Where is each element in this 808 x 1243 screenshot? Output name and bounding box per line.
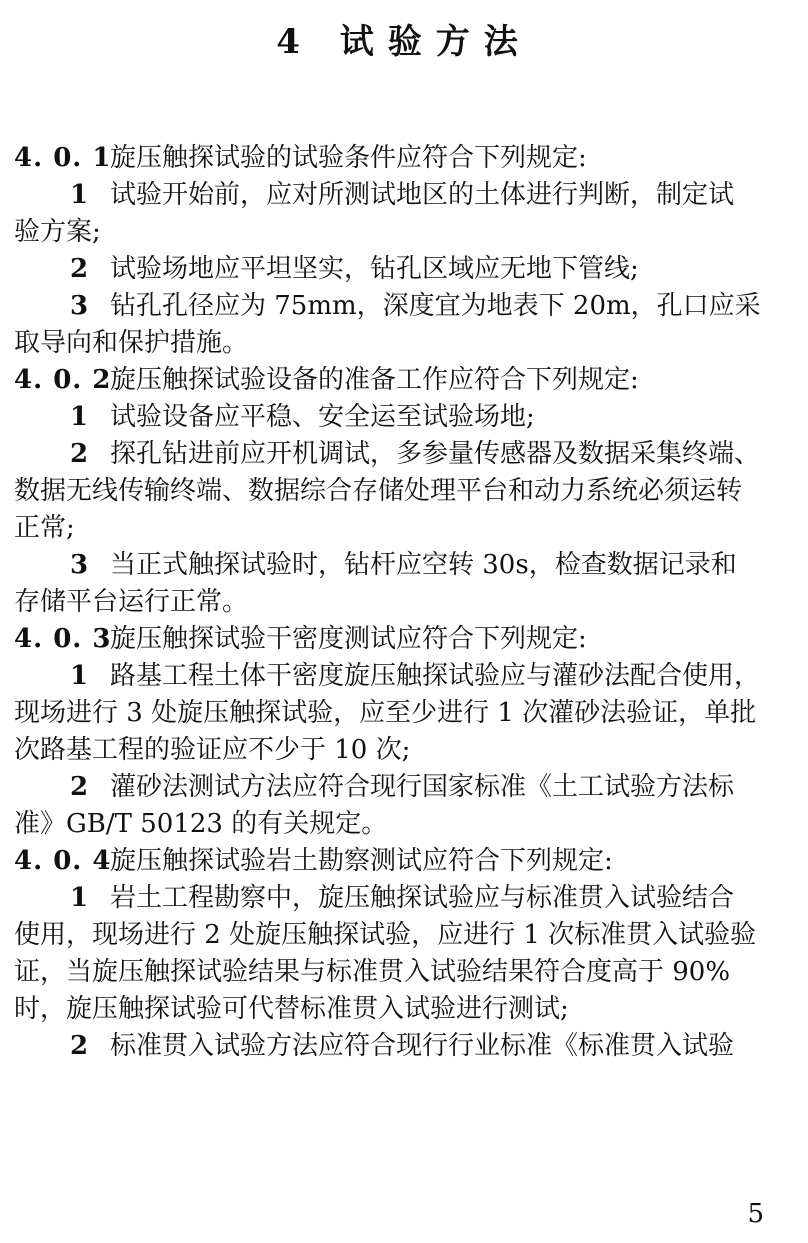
item-line bbox=[14, 399, 794, 435]
line-text: 存储平台运行正常。 bbox=[14, 587, 249, 617]
document-body bbox=[14, 140, 794, 1064]
clause-number: 4. 0. 1 bbox=[14, 143, 112, 173]
clause-line bbox=[14, 621, 794, 657]
item-line bbox=[14, 436, 794, 472]
line-text: 次路基工程的验证应不少于 10 次; bbox=[14, 735, 411, 765]
line-text: 当正式触探试验时，钻杆应空转 30s，检查数据记录和 bbox=[110, 550, 737, 580]
item-number: 2 bbox=[70, 772, 89, 802]
continuation-line bbox=[14, 732, 794, 768]
continuation-line bbox=[14, 806, 794, 842]
item-number: 3 bbox=[70, 550, 89, 580]
clause-number: 4. 0. 3 bbox=[14, 624, 112, 654]
continuation-line bbox=[14, 917, 794, 953]
line-text: 旋压触探试验干密度测试应符合下列规定: bbox=[110, 624, 587, 654]
item-line bbox=[14, 1028, 794, 1064]
line-text: 探孔钻进前应开机调试，多参量传感器及数据采集终端、 bbox=[110, 439, 761, 469]
item-number: 1 bbox=[70, 402, 89, 432]
line-text: 路基工程土体干密度旋压触探试验应与灌砂法配合使用， bbox=[110, 661, 761, 691]
line-text: 时，旋压触探试验可代替标准贯入试验进行测试; bbox=[14, 994, 569, 1024]
clause-line bbox=[14, 362, 794, 398]
line-text: 旋压触探试验的试验条件应符合下列规定: bbox=[110, 143, 587, 173]
chapter-title: 4 试验方法 bbox=[276, 22, 532, 62]
clause-number: 4. 0. 4 bbox=[14, 846, 112, 876]
continuation-line bbox=[14, 584, 794, 620]
item-line bbox=[14, 547, 794, 583]
clause-line bbox=[14, 140, 794, 176]
item-number: 2 bbox=[70, 439, 89, 469]
line-text: 证，当旋压触探试验结果与标准贯入试验结果符合度高于 90% bbox=[14, 957, 731, 987]
clause-line bbox=[14, 843, 794, 879]
continuation-line bbox=[14, 473, 794, 509]
line-text: 试验开始前，应对所测试地区的土体进行判断，制定试 bbox=[110, 180, 735, 210]
continuation-line bbox=[14, 695, 794, 731]
line-text: 灌砂法测试方法应符合现行国家标准《土工试验方法标 bbox=[110, 772, 735, 802]
item-number: 1 bbox=[70, 883, 89, 913]
continuation-line bbox=[14, 954, 794, 990]
item-number: 1 bbox=[70, 661, 89, 691]
item-number: 2 bbox=[70, 1031, 89, 1061]
line-text: 岩土工程勘察中，旋压触探试验应与标准贯入试验结合 bbox=[110, 883, 735, 913]
line-text: 现场进行 3 处旋压触探试验，应至少进行 1 次灌砂法验证，单批 bbox=[14, 698, 757, 728]
line-text: 旋压触探试验设备的准备工作应符合下列规定: bbox=[110, 365, 639, 395]
line-text: 使用，现场进行 2 处旋压触探试验，应进行 1 次标准贯入试验验 bbox=[14, 920, 757, 950]
line-text: 数据无线传输终端、数据综合存储处理平台和动力系统必须运转 bbox=[14, 476, 743, 506]
line-text: 取导向和保护措施。 bbox=[14, 328, 249, 358]
line-text: 试验场地应平坦坚实，钻孔区域应无地下管线; bbox=[110, 254, 639, 284]
line-text: 标准贯入试验方法应符合现行行业标准《标准贯入试验 bbox=[110, 1031, 735, 1061]
line-text: 准》GB/T 50123 的有关规定。 bbox=[14, 809, 388, 839]
item-line bbox=[14, 880, 794, 916]
item-line bbox=[14, 288, 794, 324]
page-number: 5 bbox=[747, 1199, 764, 1229]
item-line bbox=[14, 177, 794, 213]
item-line bbox=[14, 251, 794, 287]
line-text: 正常; bbox=[14, 513, 75, 543]
line-text: 旋压触探试验岩土勘察测试应符合下列规定: bbox=[110, 846, 613, 876]
continuation-line bbox=[14, 325, 794, 361]
line-text: 钻孔孔径应为 75mm，深度宜为地表下 20m，孔口应采 bbox=[110, 291, 761, 321]
item-line bbox=[14, 769, 794, 805]
item-line bbox=[14, 658, 794, 694]
clause-number: 4. 0. 2 bbox=[14, 365, 112, 395]
item-number: 3 bbox=[70, 291, 89, 321]
continuation-line bbox=[14, 991, 794, 1027]
item-number: 1 bbox=[70, 180, 89, 210]
line-text: 试验设备应平稳、安全运至试验场地; bbox=[110, 402, 535, 432]
line-text: 验方案; bbox=[14, 217, 101, 247]
continuation-line bbox=[14, 214, 794, 250]
continuation-line bbox=[14, 510, 794, 546]
item-number: 2 bbox=[70, 254, 89, 284]
